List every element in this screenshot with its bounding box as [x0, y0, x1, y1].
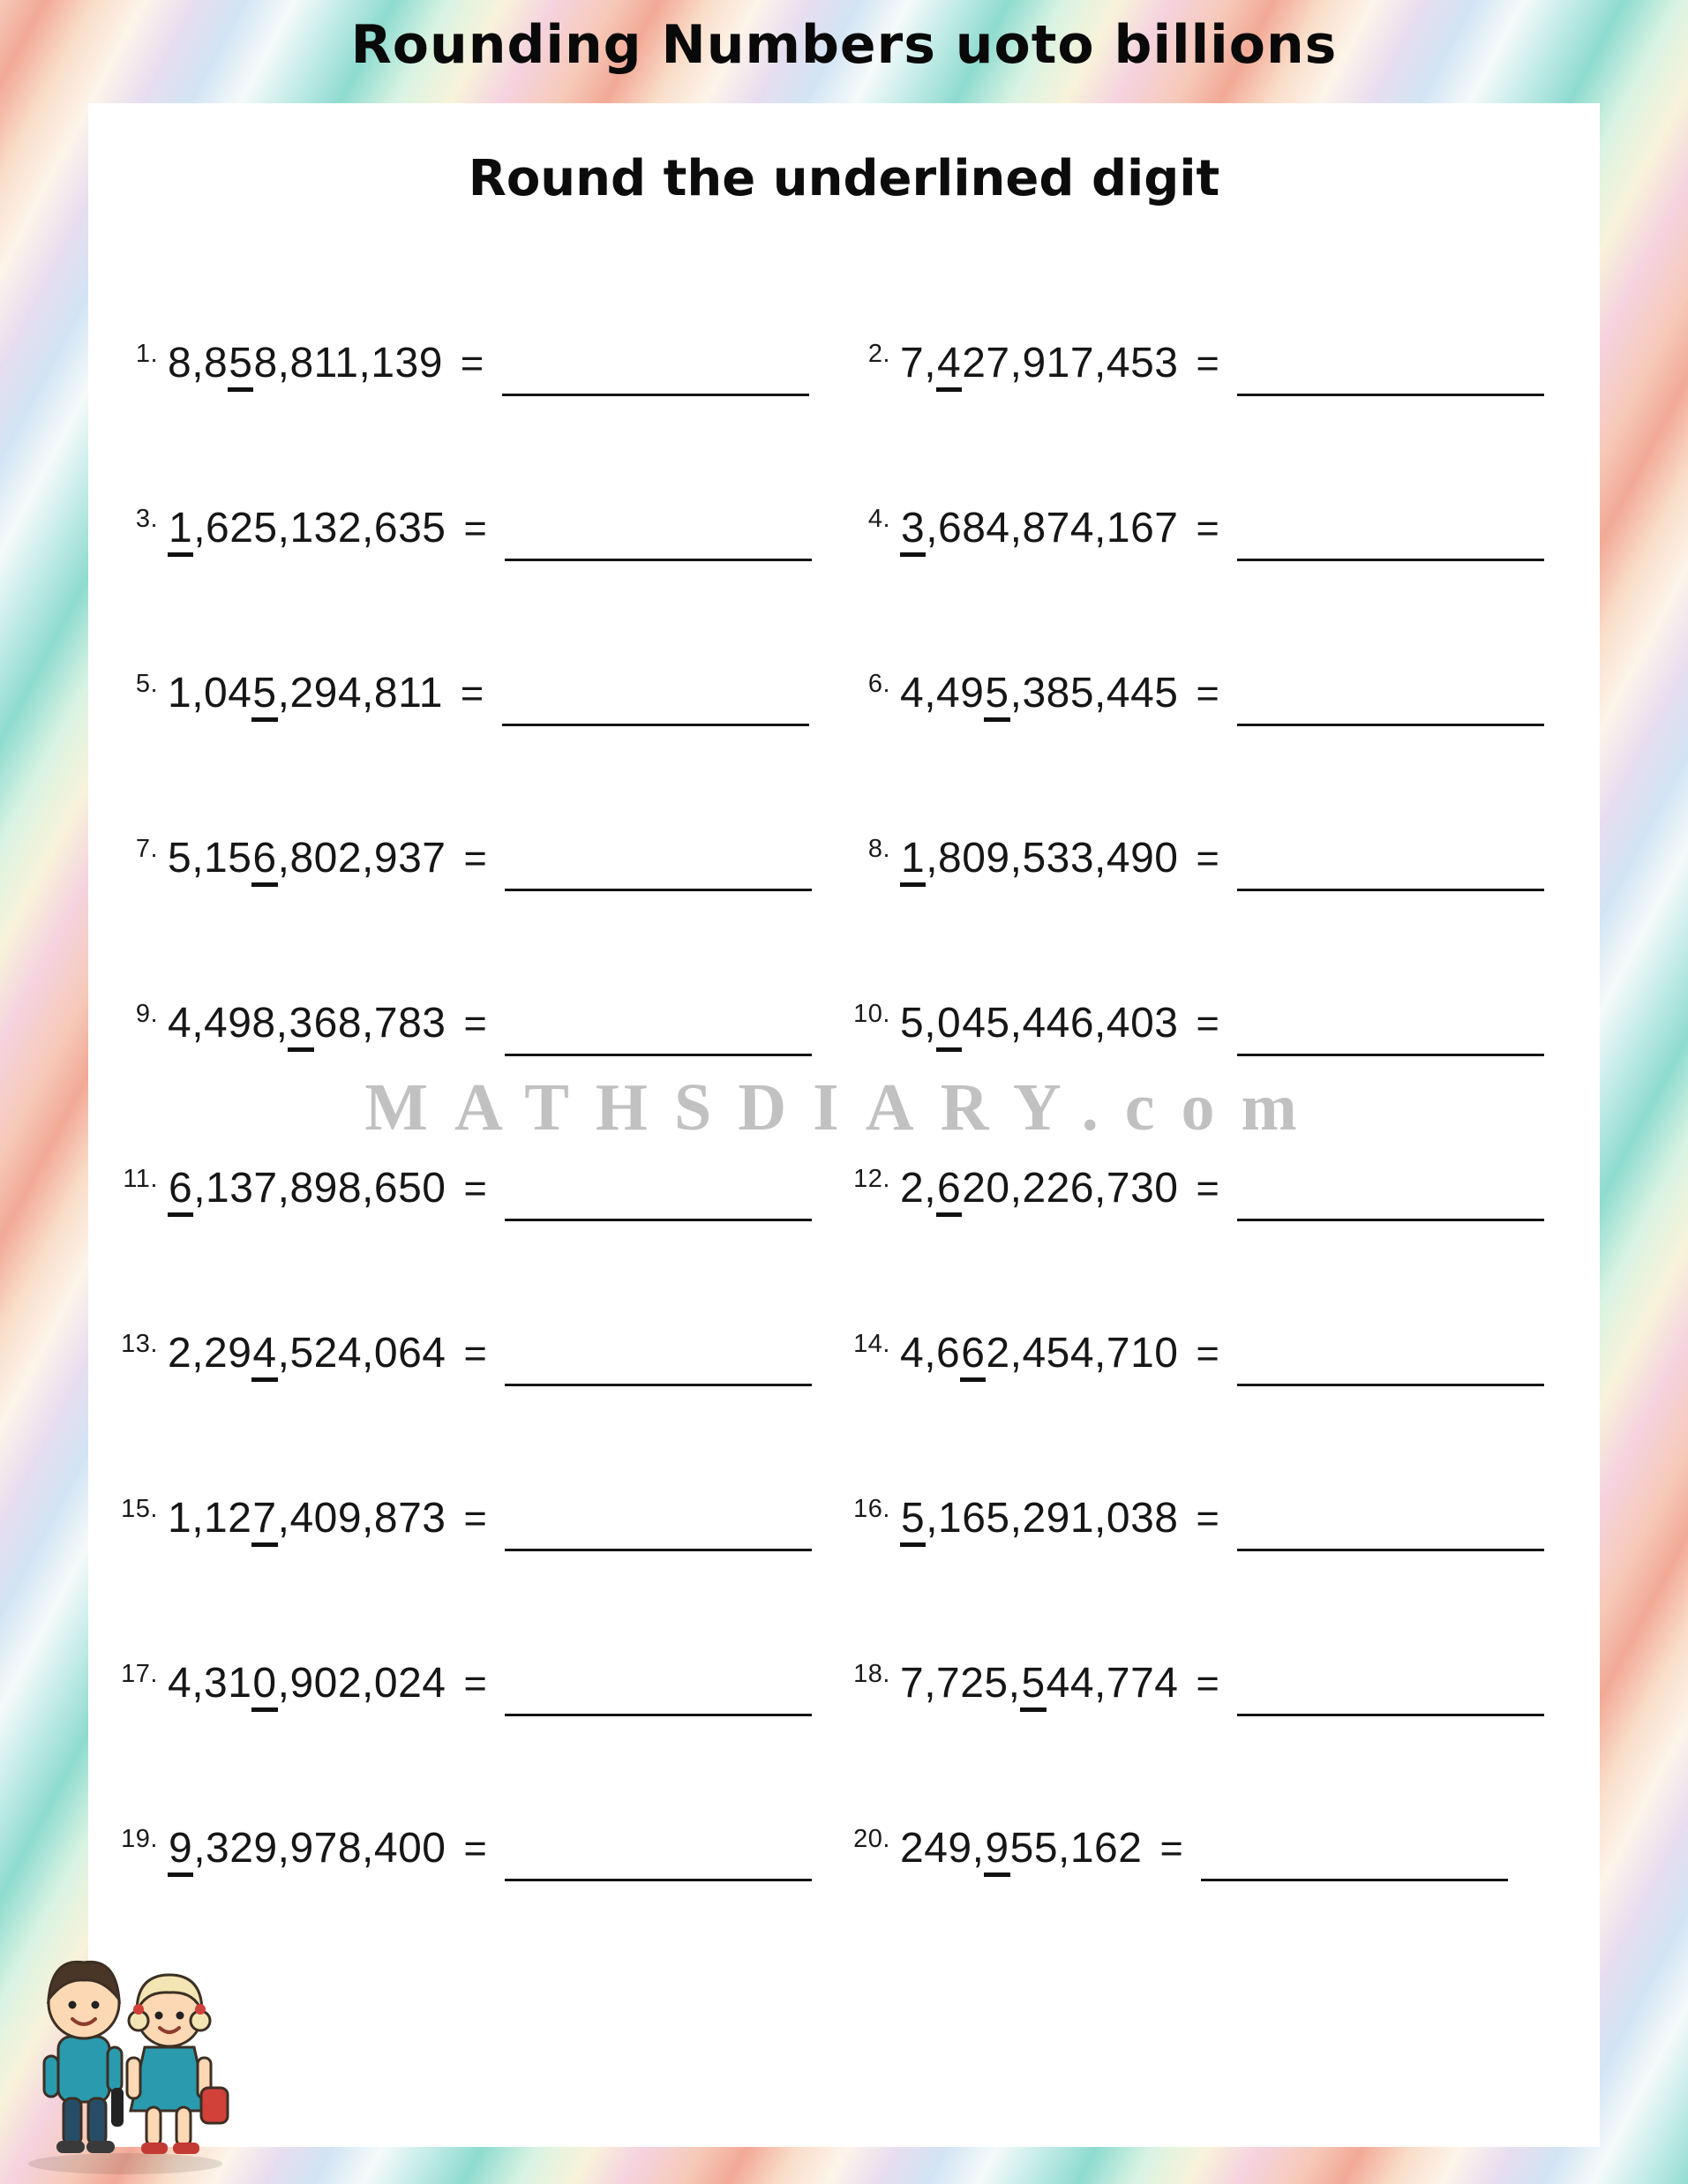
- digits-after: 20,226,730: [962, 1165, 1179, 1212]
- problem-value: [168, 1164, 446, 1212]
- problem-item: [110, 1494, 843, 1542]
- girl-figure: [127, 1975, 228, 2154]
- underlined-digit: 1: [900, 835, 926, 887]
- equals-sign: =: [1196, 1001, 1220, 1046]
- digits-after: ,137,898,650: [193, 1165, 446, 1212]
- digits-after: 8,811,139: [253, 340, 443, 387]
- problem-number: 19.: [121, 1825, 158, 1853]
- problem-number: 16.: [853, 1495, 890, 1523]
- equals-sign: =: [463, 1331, 488, 1376]
- problem-item: [110, 1164, 843, 1212]
- digits-before: 5,: [900, 1000, 937, 1047]
- underlined-digit: 3: [288, 1000, 313, 1052]
- answer-blank: [505, 1549, 812, 1551]
- problem-number: 6.: [867, 670, 890, 698]
- problem-number: 11.: [123, 1165, 158, 1193]
- digits-after: 2,454,710: [986, 1330, 1179, 1377]
- problem-item: [110, 339, 843, 387]
- problem-number: 3.: [135, 505, 158, 533]
- digits-after: ,809,533,490: [926, 835, 1179, 882]
- underlined-digit: 4: [251, 1330, 277, 1382]
- underlined-digit: 5: [900, 1495, 926, 1547]
- answer-blank: [505, 1054, 812, 1056]
- answer-blank: [505, 1879, 812, 1881]
- digits-after: ,165,291,038: [926, 1495, 1179, 1542]
- equals-sign: =: [460, 341, 484, 386]
- kids-illustration: [12, 1924, 238, 2178]
- underlined-digit: 5: [228, 340, 253, 392]
- problem-number: 15.: [121, 1495, 158, 1523]
- equals-sign: =: [463, 1166, 488, 1211]
- equals-sign: =: [463, 1001, 488, 1046]
- digits-after: ,902,024: [277, 1660, 446, 1707]
- underlined-digit: 5: [251, 670, 277, 722]
- answer-blank: [1237, 1384, 1544, 1386]
- digits-after: 45,446,403: [962, 1000, 1179, 1047]
- problem-item: [843, 834, 1575, 882]
- digits-before: 7,: [900, 340, 937, 387]
- equals-sign: =: [1196, 1496, 1220, 1541]
- equals-sign: =: [463, 836, 488, 881]
- underlined-digit: 9: [984, 1825, 1009, 1877]
- problem-value: [168, 1659, 446, 1707]
- digits-after: 44,774: [1046, 1660, 1179, 1707]
- underlined-digit: 5: [984, 670, 1009, 722]
- problem-number: 7.: [135, 835, 158, 863]
- answer-blank: [505, 889, 812, 891]
- problem-number: 2.: [867, 340, 890, 368]
- digits-after: ,409,873: [277, 1495, 446, 1542]
- problem-number: 8.: [867, 835, 890, 863]
- digits-before: 1,12: [168, 1495, 252, 1542]
- underlined-digit: 6: [936, 1165, 962, 1217]
- problem-number: 17.: [121, 1660, 158, 1688]
- problem-value: [900, 1824, 1142, 1873]
- problem-value: [900, 339, 1178, 387]
- answer-blank: [505, 1219, 812, 1221]
- answer-blank: [1237, 1549, 1544, 1551]
- underlined-digit: 5: [1020, 1660, 1046, 1712]
- digits-after: ,625,132,635: [193, 505, 446, 552]
- digits-after: 27,917,453: [962, 340, 1179, 387]
- problem-number: 14.: [853, 1330, 890, 1358]
- digits-after: ,329,978,400: [193, 1825, 446, 1872]
- problems-grid: [110, 281, 1575, 1931]
- digits-before: 4,498,: [168, 1000, 289, 1047]
- digits-before: 1,04: [168, 670, 252, 717]
- watermark-text: MATHSDIARY.com: [364, 1070, 1324, 1145]
- answer-blank: [1237, 1054, 1544, 1056]
- answer-blank: [1237, 559, 1544, 561]
- digits-after: ,684,874,167: [926, 505, 1179, 552]
- problem-item: [843, 1824, 1575, 1873]
- problem-number: 13.: [121, 1330, 158, 1358]
- underlined-digit: 1: [168, 505, 193, 557]
- problem-value: [168, 1824, 446, 1873]
- problem-item: [110, 1824, 843, 1873]
- problem-item: [843, 1329, 1575, 1377]
- underlined-digit: 4: [936, 340, 962, 392]
- equals-sign: =: [1196, 506, 1220, 551]
- problem-value: [168, 504, 446, 552]
- digits-before: 249,: [900, 1825, 985, 1872]
- problem-number: 4.: [867, 505, 890, 533]
- problem-value: [168, 669, 443, 717]
- equals-sign: =: [463, 506, 488, 551]
- problem-value: [900, 1494, 1178, 1542]
- digits-after: 55,162: [1009, 1825, 1143, 1872]
- problem-value: [168, 999, 446, 1047]
- problem-value: [900, 834, 1178, 882]
- equals-sign: =: [1196, 341, 1220, 386]
- underlined-digit: 6: [251, 835, 277, 887]
- problem-value: [168, 1494, 446, 1542]
- worksheet-subtitle: Round the underlined digit: [468, 150, 1220, 207]
- answer-blank: [1237, 1714, 1544, 1716]
- answer-blank: [505, 1714, 812, 1716]
- digits-before: 7,725,: [900, 1660, 1021, 1707]
- underlined-digit: 9: [168, 1825, 193, 1877]
- answer-blank: [505, 559, 812, 561]
- digits-before: 4,49: [900, 670, 985, 717]
- digits-after: ,385,445: [1009, 670, 1179, 717]
- problem-item: [110, 504, 843, 552]
- underlined-digit: 0: [251, 1660, 277, 1712]
- problem-item: [843, 1494, 1575, 1542]
- equals-sign: =: [463, 1496, 488, 1541]
- answer-blank: [502, 724, 809, 726]
- problem-item: [843, 504, 1575, 552]
- digits-before: 4,6: [900, 1330, 961, 1377]
- equals-sign: =: [463, 1661, 488, 1706]
- digits-before: 5,15: [168, 835, 252, 882]
- problem-item: [110, 669, 843, 717]
- problem-item: [843, 999, 1575, 1047]
- underlined-digit: 6: [168, 1165, 193, 1217]
- problem-number: 5.: [135, 670, 158, 698]
- equals-sign: =: [1196, 1166, 1220, 1211]
- equals-sign: =: [1159, 1826, 1184, 1871]
- problem-item: [110, 999, 843, 1047]
- problem-value: [900, 669, 1178, 717]
- answer-blank: [1237, 1219, 1544, 1221]
- problem-item: [843, 669, 1575, 717]
- digits-before: 2,29: [168, 1330, 252, 1377]
- equals-sign: =: [460, 671, 484, 716]
- boy-figure: [44, 1962, 124, 2153]
- answer-blank: [1201, 1879, 1508, 1881]
- equals-sign: =: [1196, 1331, 1220, 1376]
- problem-item: [110, 1329, 843, 1377]
- problem-value: [168, 1329, 446, 1377]
- problem-item: [843, 1164, 1575, 1212]
- underlined-digit: 0: [936, 1000, 962, 1052]
- problem-number: 9.: [135, 1000, 158, 1028]
- problem-number: 18.: [853, 1660, 890, 1688]
- digits-after: ,524,064: [277, 1330, 446, 1377]
- equals-sign: =: [1196, 671, 1220, 716]
- digits-before: 2,: [900, 1165, 937, 1212]
- answer-blank: [1237, 889, 1544, 891]
- answer-blank: [1237, 394, 1544, 396]
- problem-item: [110, 834, 843, 882]
- underlined-digit: 3: [900, 505, 926, 557]
- digits-after: ,294,811: [277, 670, 443, 717]
- answer-blank: [502, 394, 809, 396]
- problem-value: [900, 504, 1178, 552]
- answer-blank: [505, 1384, 812, 1386]
- equals-sign: =: [1196, 836, 1220, 881]
- problem-value: [900, 999, 1178, 1047]
- problem-value: [900, 1659, 1178, 1707]
- problem-value: [900, 1164, 1178, 1212]
- answer-blank: [1237, 724, 1544, 726]
- problem-item: [843, 1659, 1575, 1707]
- problem-number: 1.: [135, 340, 158, 368]
- equals-sign: =: [463, 1826, 488, 1871]
- problem-item: [843, 339, 1575, 387]
- digits-before: 8,8: [168, 340, 229, 387]
- problem-value: [168, 339, 443, 387]
- digits-before: 4,31: [168, 1660, 252, 1707]
- problem-number: 10.: [853, 1000, 890, 1028]
- underlined-digit: 6: [960, 1330, 986, 1382]
- digits-after: ,802,937: [277, 835, 446, 882]
- problem-value: [900, 1329, 1178, 1377]
- underlined-digit: 7: [251, 1495, 277, 1547]
- problem-number: 20.: [853, 1825, 890, 1853]
- equals-sign: =: [1196, 1661, 1220, 1706]
- problem-number: 12.: [853, 1165, 890, 1193]
- page-title: Rounding Numbers uoto billions: [350, 14, 1338, 76]
- problem-item: [110, 1659, 843, 1707]
- digits-after: 68,783: [313, 1000, 446, 1047]
- problem-value: [168, 834, 446, 882]
